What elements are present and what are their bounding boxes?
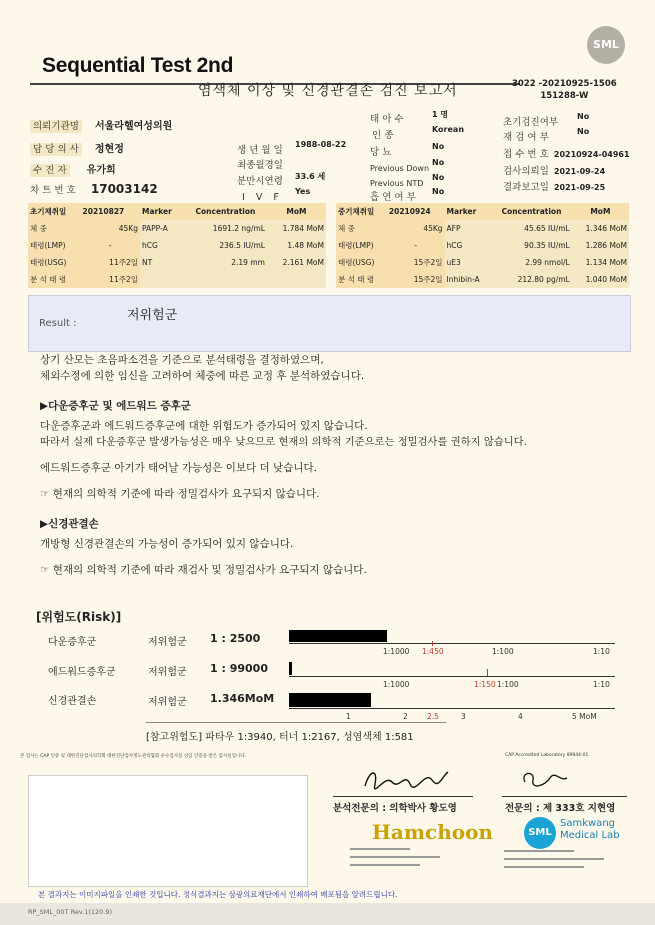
second-marker-conc: 90.35 IU/mL <box>491 237 571 254</box>
cap-note: CAP Accredited Laboratory 89944-01 <box>505 753 589 758</box>
address-line <box>350 848 410 850</box>
comment-line: 에드워드증후군 아기가 태어날 가능성은 이보다 더 낮습니다. <box>40 462 317 474</box>
sml-brand-line: Samkwang <box>560 818 615 829</box>
risk-value-ntd: 1.346MoM <box>210 692 275 705</box>
dob-value: 1988-08-22 <box>295 140 347 149</box>
sml-address <box>504 850 604 868</box>
retest-value: No <box>577 127 590 136</box>
signer-analysis: 분석전문의 : 의학박사 황도영 <box>333 803 457 814</box>
fetus-value: 1 명 <box>432 110 449 119</box>
tick-label: 1 <box>346 712 351 721</box>
second-analysis-value: 15주2일 <box>387 271 445 288</box>
first-lmp-value: - <box>81 237 140 254</box>
hamchoon-address <box>350 848 440 866</box>
tick-label: 1:1000 <box>383 647 410 656</box>
ivf-value: Yes <box>295 187 311 196</box>
risk-axis-down <box>289 643 615 644</box>
chart-value: 17003142 <box>90 182 158 196</box>
tick-label: 1:100 <box>497 680 519 689</box>
tick-mark <box>432 641 433 646</box>
address-line <box>504 866 584 868</box>
table-row <box>336 271 629 288</box>
second-marker-conc: 45.65 IU/mL <box>491 220 571 237</box>
result-value: 저위험군 <box>127 308 178 323</box>
signature-line-1 <box>333 796 473 797</box>
signature-ji <box>515 768 575 790</box>
first-date-value: 20210827 <box>81 203 140 220</box>
second-col-conc: Concentration <box>491 203 571 220</box>
race-value: Korean <box>432 125 465 134</box>
second-weight-value: 45Kg <box>387 220 445 237</box>
tick-label: 1:100 <box>492 647 514 656</box>
first-marker-conc: 236.5 IU/mL <box>184 237 267 254</box>
smoking-row <box>370 185 490 204</box>
smoking-label: 흡 연 여 부 <box>370 192 416 203</box>
first-analysis-label: 분 석 태 령 <box>28 271 81 288</box>
second-marker-mom: 1.346 MoM <box>572 220 629 237</box>
first-analysis-value: 11주2일 <box>81 271 140 288</box>
table-row <box>28 220 326 237</box>
request-label: 검사의뢰일 <box>503 166 549 177</box>
first-marker-name: hCG <box>140 237 184 254</box>
fetus-label: 태 아 수 <box>370 114 404 125</box>
tick-label-cutoff: 2.5 <box>427 712 439 721</box>
diabetes-value: No <box>432 142 445 151</box>
receipt-value: 20210924-04961 <box>553 150 630 159</box>
empty-cell <box>184 271 267 288</box>
sml-logo: SML <box>587 26 625 64</box>
comment-line: 따라서 실제 다운증후군 발생가능성은 매우 낮으므로 현재의 의학적 기준으로는 정밀검사를 권하지 않습니다. <box>40 436 527 448</box>
first-usg-value: 11주2일 <box>81 254 140 271</box>
risk-title: [위험도(Risk)] <box>36 610 122 624</box>
address-line <box>504 850 574 852</box>
second-analysis-label: 분 석 태 령 <box>336 271 387 288</box>
second-marker-conc: 2.99 nmol/L <box>491 254 571 271</box>
signer-specialist: 전문의 : 제 333호 지현영 <box>505 803 616 814</box>
empty-cell <box>267 271 326 288</box>
table-row <box>28 254 326 271</box>
report-number <box>512 78 617 102</box>
second-col-mom: MoM <box>572 203 629 220</box>
hospital-value: 서울라헬여성의원 <box>94 121 173 132</box>
first-marker-name: PAPP-A <box>140 220 184 237</box>
age-value: 33.6 세 <box>295 172 326 181</box>
second-marker-name: uE3 <box>445 254 492 271</box>
sml-medical-logo: SML <box>524 817 556 849</box>
comment-line: ☞ 현재의 의학적 기준에 따라 정밀검사가 요구되지 않습니다. <box>40 488 320 500</box>
diabetes-label: 당 뇨 <box>370 147 392 158</box>
initial-label: 초기검진여부 <box>503 117 559 128</box>
address-line <box>504 858 604 860</box>
tick-label: 4 <box>518 712 523 721</box>
reference-top-line <box>146 722 446 723</box>
accreditation-note: 본 검사는 CAP 인증 및 대한진단검사의학회 대한진단검사정도관리협회 우수검사실 신임 인증을 받은 검사실입니다. <box>20 754 247 759</box>
first-marker-mom: 1.48 MoM <box>267 237 326 254</box>
section-heading-ntd: ▶신경관결손 <box>40 518 99 530</box>
prev-ntd-value: No <box>432 173 445 182</box>
report-date-value: 2021-09-25 <box>553 183 606 192</box>
bottom-note: 본 결과지는 이미지파일을 인쇄한 것입니다. 정식결과지는 삼광의료재단에서 인쇄하여 배포됨을 알려드립니다. <box>38 890 398 899</box>
table-row <box>28 237 326 254</box>
chart-row <box>30 178 158 197</box>
second-date-value: 20210924 <box>387 203 445 220</box>
form-number: RP_SML_00T Rev.1(120.9) <box>28 908 113 916</box>
comment-line: 개방형 신경관결손의 가능성이 증가되어 있지 않습니다. <box>40 538 294 550</box>
risk-axis-ntd <box>289 708 615 709</box>
hospital-label: 의뢰기관명 <box>30 120 82 133</box>
report-date-label: 결과보고일 <box>503 182 549 193</box>
risk-name-down: 다운증후군 <box>48 637 97 648</box>
receipt-label: 접 수 번 호 <box>503 149 549 160</box>
second-marker-name: AFP <box>445 220 492 237</box>
signature-hwang <box>360 764 450 794</box>
hamchoon-logo: Hamchoon <box>372 820 493 844</box>
risk-value-edwards: 1 : 99000 <box>210 662 268 675</box>
memo-box <box>28 775 308 887</box>
address-line <box>350 864 420 866</box>
first-col-conc: Concentration <box>184 203 267 220</box>
first-col-mom: MoM <box>267 203 326 220</box>
second-marker-mom: 1.286 MoM <box>572 237 629 254</box>
tick-label: 1:10 <box>593 680 610 689</box>
sml-brand-line: Medical Lab <box>560 830 620 841</box>
second-usg-value: 15주2일 <box>387 254 445 271</box>
first-weight-label: 체 중 <box>28 220 81 237</box>
first-col-marker: Marker <box>140 203 184 220</box>
report-title: Sequential Test 2nd <box>42 54 234 77</box>
tick-label-cutoff: 1:150 <box>474 680 496 689</box>
first-usg-label: 태령(USG) <box>28 254 81 271</box>
result-comments <box>40 352 635 578</box>
tick-label: 5 MoM <box>572 712 597 721</box>
second-col-marker: Marker <box>445 203 492 220</box>
tick-label: 3 <box>461 712 466 721</box>
age-label: 분만시연령 <box>237 176 283 187</box>
tick-label: 2 <box>403 712 408 721</box>
patient-label: 수 진 자 <box>30 164 70 177</box>
section-heading-down-edwards: ▶다운증후군 및 에드워드 증후군 <box>40 400 191 412</box>
first-marker-conc: 1691.2 ng/mL <box>184 220 267 237</box>
race-label: 인 종 <box>372 130 394 141</box>
chart-label: 차 트 번 호 <box>30 185 76 196</box>
patient-value: 유가희 <box>86 165 116 176</box>
second-usg-label: 태령(USG) <box>336 254 387 271</box>
table-row <box>336 254 629 271</box>
risk-bar-ntd <box>289 693 371 707</box>
retest-label: 재 검 여 부 <box>503 132 549 143</box>
second-date-label: 중기채취일 <box>336 203 387 220</box>
second-marker-name: Inhibin-A <box>445 271 492 288</box>
patient-row <box>30 158 116 177</box>
tick-label: 1:10 <box>593 647 610 656</box>
risk-axis-edwards <box>289 676 615 677</box>
dob-label: 생 년 월 일 <box>237 145 283 156</box>
risk-level-ntd: 저위험군 <box>148 697 187 708</box>
risk-level-down: 저위험군 <box>148 637 187 648</box>
risk-level-edwards: 저위험군 <box>148 667 187 678</box>
first-trimester-table <box>28 203 326 288</box>
ivf-row <box>242 185 372 204</box>
tick-label-cutoff: 1:450 <box>422 647 444 656</box>
tick-label: 1:1000 <box>383 680 410 689</box>
report-number-line1: 3022 -20210925-1506 <box>512 79 617 89</box>
second-lmp-label: 태령(LMP) <box>336 237 387 254</box>
second-lmp-value: - <box>387 237 445 254</box>
prev-ntd-label: Previous NTD <box>370 179 424 188</box>
tick-mark <box>487 669 488 676</box>
first-marker-conc: 2.19 mm <box>184 254 267 271</box>
request-value: 2021-09-24 <box>553 167 606 176</box>
comment-line: ☞ 현재의 의학적 기준에 따라 재검사 및 정밀검사가 요구되지 않습니다. <box>40 564 367 576</box>
report-date-row <box>503 175 643 194</box>
first-marker-name: NT <box>140 254 184 271</box>
first-marker-mom: 1.784 MoM <box>267 220 326 237</box>
first-lmp-label: 태령(LMP) <box>28 237 81 254</box>
first-marker-mom: 2.161 MoM <box>267 254 326 271</box>
result-label: Result : <box>39 318 77 329</box>
table-row <box>336 220 629 237</box>
comment-line: 체외수정에 의한 임신을 고려하여 체중에 따른 교정 후 분석하였습니다. <box>40 370 365 382</box>
result-box <box>28 295 631 352</box>
reference-risk: [참고위험도] 파타우 1:3940, 터너 1:2167, 성염색체 1:581 <box>146 732 414 743</box>
report-number-line2: 151288-W <box>540 91 589 101</box>
lmp-label: 최종월경일 <box>237 160 283 171</box>
doctor-label: 담 당 의 사 <box>30 143 82 156</box>
risk-name-edwards: 에드워드증후군 <box>48 667 116 678</box>
risk-bar-edwards <box>289 662 292 675</box>
risk-name-ntd: 신경관결손 <box>48 696 97 707</box>
second-marker-conc: 212.80 pg/mL <box>491 271 571 288</box>
second-weight-label: 체 중 <box>336 220 387 237</box>
comment-line: 다운증후군과 에드워드증후군에 대한 위험도가 증가되어 있지 않습니다. <box>40 420 368 432</box>
table-row <box>336 237 629 254</box>
sml-brand-text <box>560 818 620 842</box>
table-row <box>28 203 326 220</box>
empty-cell <box>140 271 184 288</box>
smoking-value: No <box>432 187 445 196</box>
prev-down-value: No <box>432 158 445 167</box>
table-row <box>28 271 326 288</box>
first-weight-value: 45Kg <box>81 220 140 237</box>
risk-bar-down <box>289 630 387 642</box>
doctor-row <box>30 137 124 156</box>
second-marker-mom: 1.040 MoM <box>572 271 629 288</box>
comment-line: 상기 산모는 초음파소견을 기준으로 분석태령을 결정하였으며, <box>40 354 324 366</box>
table-row <box>336 203 629 220</box>
address-line <box>350 856 440 858</box>
risk-value-down: 1 : 2500 <box>210 632 261 645</box>
report-subtitle: 염색체 이상 및 신경관결손 검진 보고서 <box>198 83 458 99</box>
hospital-row <box>30 114 172 133</box>
prev-down-label: Previous Down <box>370 164 430 173</box>
second-marker-mom: 1.134 MoM <box>572 254 629 271</box>
second-trimester-table <box>336 203 629 288</box>
first-date-label: 초기채취일 <box>28 203 81 220</box>
initial-value: No <box>577 112 590 121</box>
second-marker-name: hCG <box>445 237 492 254</box>
ivf-label: I V F <box>242 192 283 203</box>
signature-line-2 <box>502 796 627 797</box>
doctor-value: 정현정 <box>94 144 124 155</box>
